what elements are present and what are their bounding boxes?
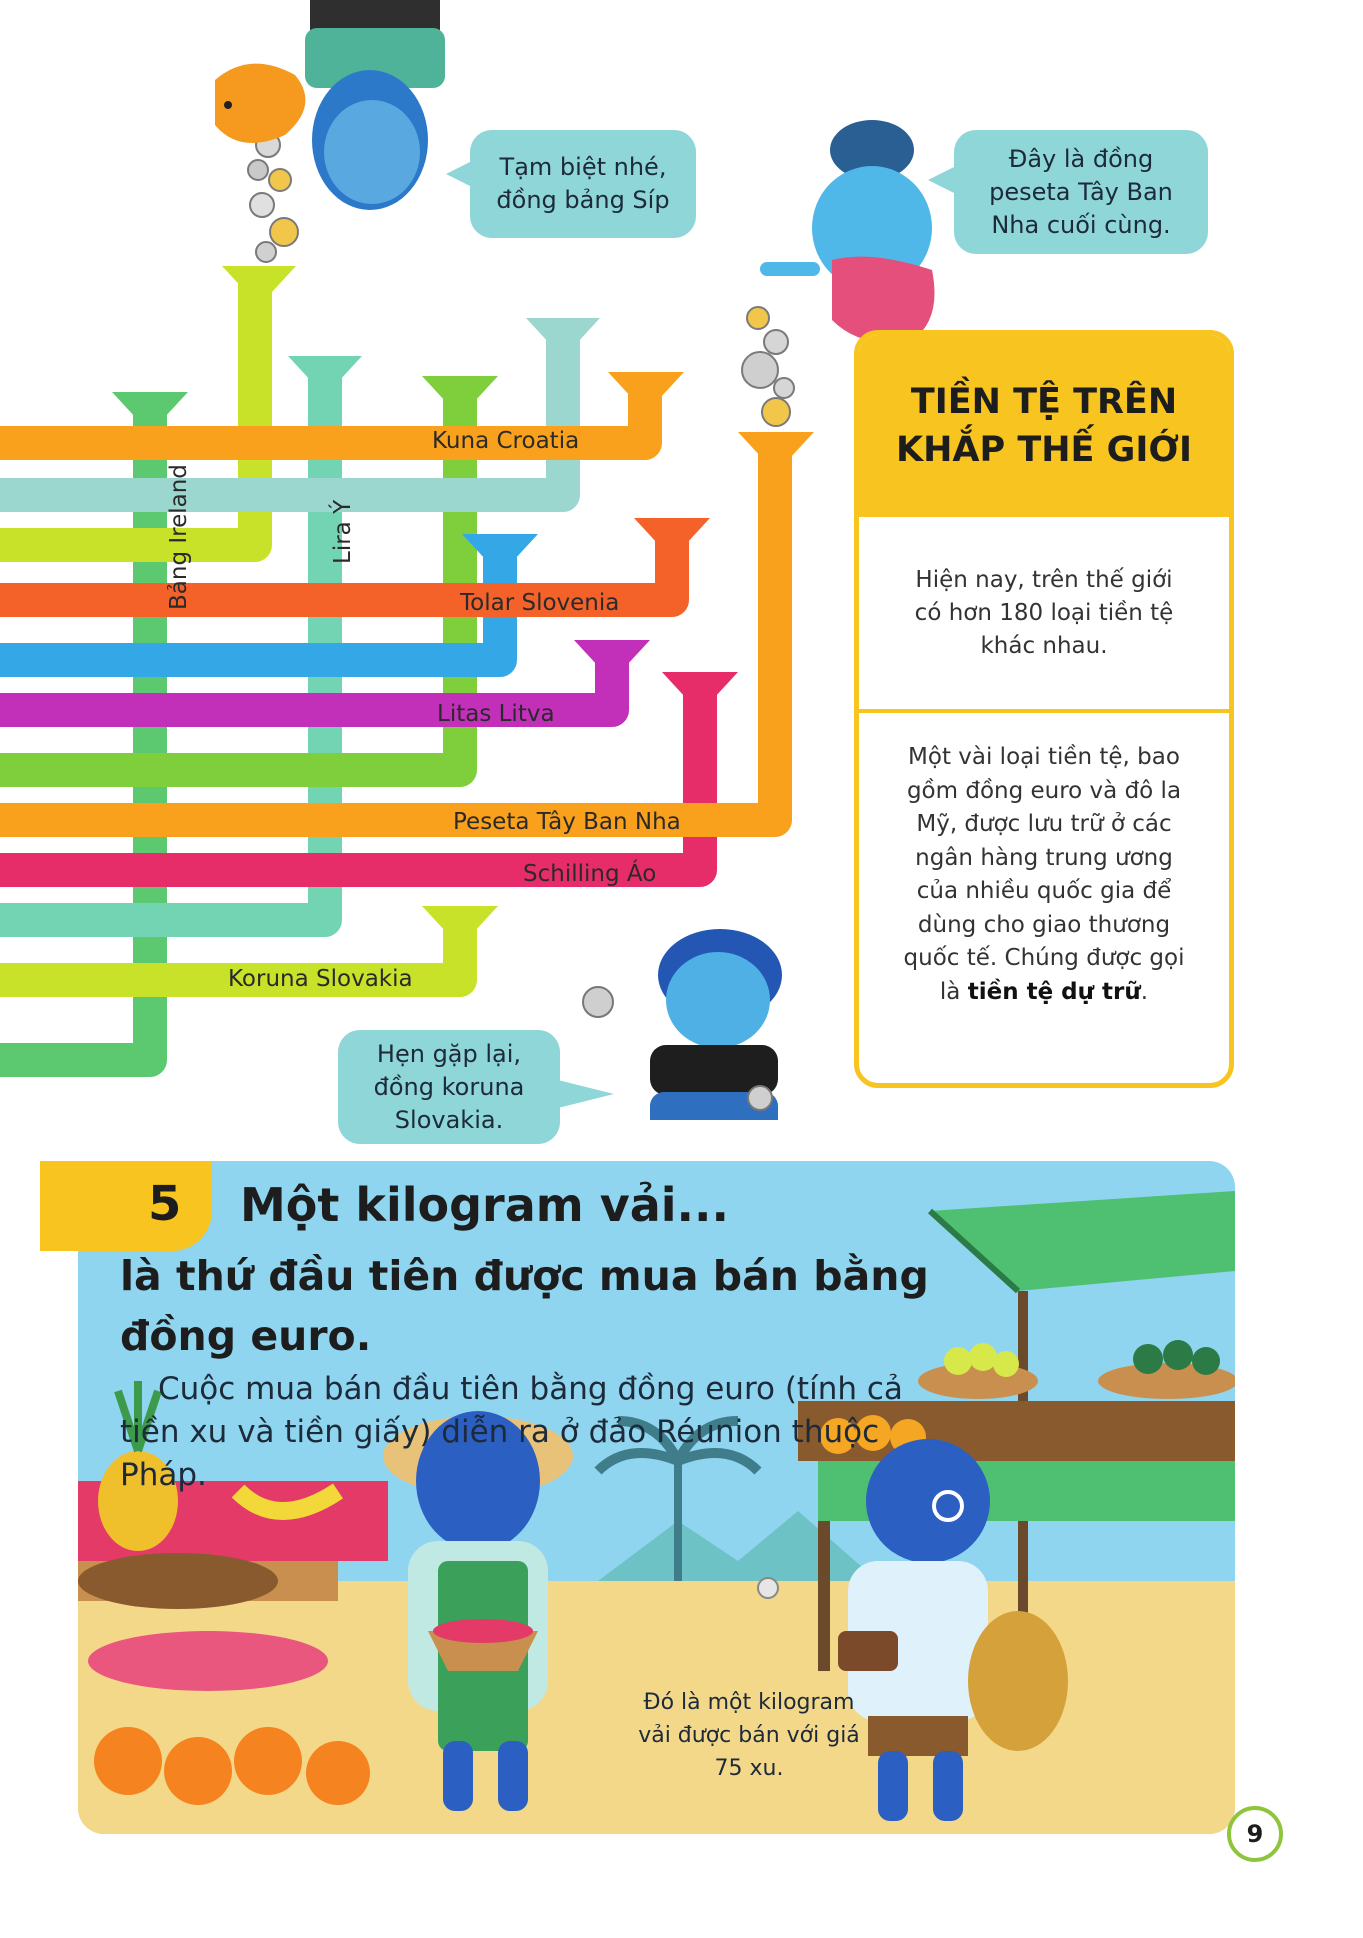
funnel-italy bbox=[288, 356, 362, 382]
funnel-cyprus bbox=[222, 266, 296, 292]
funnel-croatia bbox=[608, 372, 684, 398]
info-box-para-2-text: Một vài loại tiền tệ, bao gồm đồng euro và đô la Mỹ, được lưu trữ ở các ngân hàng trung ương của nhiều quốc gia để dùng cho giao thương quốc tế. Chúng được gọi là bbox=[903, 744, 1185, 1005]
speech-text-slovakia: Hẹn gặp lại, đồng koruna Slovakia. bbox=[373, 1039, 525, 1134]
info-box-title bbox=[859, 335, 1229, 517]
coins-right bbox=[742, 307, 794, 426]
story-caption: Đó là một kilogram vải được bán với giá 75 xu. bbox=[638, 1690, 860, 1781]
bubble-tail bbox=[446, 160, 474, 188]
funnel-lithuania bbox=[574, 640, 650, 666]
page-number: 9 bbox=[1227, 1806, 1283, 1862]
story-number: 5 bbox=[148, 1176, 182, 1232]
funnel-ireland bbox=[112, 392, 188, 418]
bubble-tail bbox=[558, 1080, 614, 1108]
pipe-label-italy: Lira Ý bbox=[330, 499, 356, 564]
pipe-label-spain: Peseta Tây Ban Nha bbox=[453, 809, 681, 835]
funnel-slovenia bbox=[634, 518, 710, 544]
speech-bubble-spain bbox=[954, 130, 1208, 254]
pipe-label-slovenia: Tolar Slovenia bbox=[460, 590, 620, 616]
info-box bbox=[854, 330, 1234, 1088]
funnel-spain bbox=[738, 432, 814, 458]
funnel-teal bbox=[526, 318, 600, 344]
funnel-lime bbox=[422, 376, 498, 402]
pipe-label-ireland: Bảng Ireland bbox=[166, 464, 192, 610]
pipe-label-lithuania: Litas Litva bbox=[437, 701, 555, 727]
info-box-para-1: Hiện nay, trên thế giới có hơn 180 loại tiền tệ khác nhau. bbox=[859, 517, 1229, 713]
coins-left bbox=[248, 133, 298, 262]
speech-text-cyprus: Tạm biệt nhé, đồng bảng Síp bbox=[496, 153, 670, 214]
speech-text-spain: Đây là đồng peseta Tây Ban Nha cuối cùng. bbox=[989, 144, 1173, 239]
funnel-slovakia bbox=[422, 906, 498, 932]
info-box-para-2-end: . bbox=[1140, 978, 1149, 1005]
funnel-austria bbox=[662, 672, 738, 698]
speech-bubble-cyprus bbox=[470, 130, 696, 238]
pipe-label-austria: Schilling Áo bbox=[523, 861, 657, 887]
story-number-badge bbox=[40, 1161, 212, 1251]
story-body: Cuộc mua bán đầu tiên bằng đồng euro (tính cả tiền xu và tiền giấy) diễn ra ở đảo Réunion thuộc Pháp. bbox=[120, 1371, 903, 1493]
pipe-label-croatia: Kuna Croatia bbox=[432, 428, 580, 454]
character-upside-down bbox=[215, 0, 445, 210]
story-subtitle-line-1: là thứ đầu tiên được mua bán bằng bbox=[120, 1252, 929, 1300]
info-box-para-2-bold: tiền tệ dự trữ bbox=[967, 978, 1141, 1005]
bubble-tail bbox=[928, 166, 956, 194]
pipe-teal bbox=[0, 330, 563, 495]
story-subtitle-line-2: đồng euro. bbox=[120, 1312, 372, 1360]
info-box-title-text: TIỀN TỆ TRÊN KHẮP THẾ GIỚI bbox=[896, 382, 1192, 470]
story-title: Một kilogram vải... bbox=[240, 1178, 729, 1232]
pipe-label-slovakia: Koruna Slovakia bbox=[228, 966, 413, 992]
character-woman-pink bbox=[760, 120, 935, 343]
speech-bubble-slovakia bbox=[338, 1030, 560, 1144]
info-box-para-2 bbox=[859, 713, 1229, 1009]
